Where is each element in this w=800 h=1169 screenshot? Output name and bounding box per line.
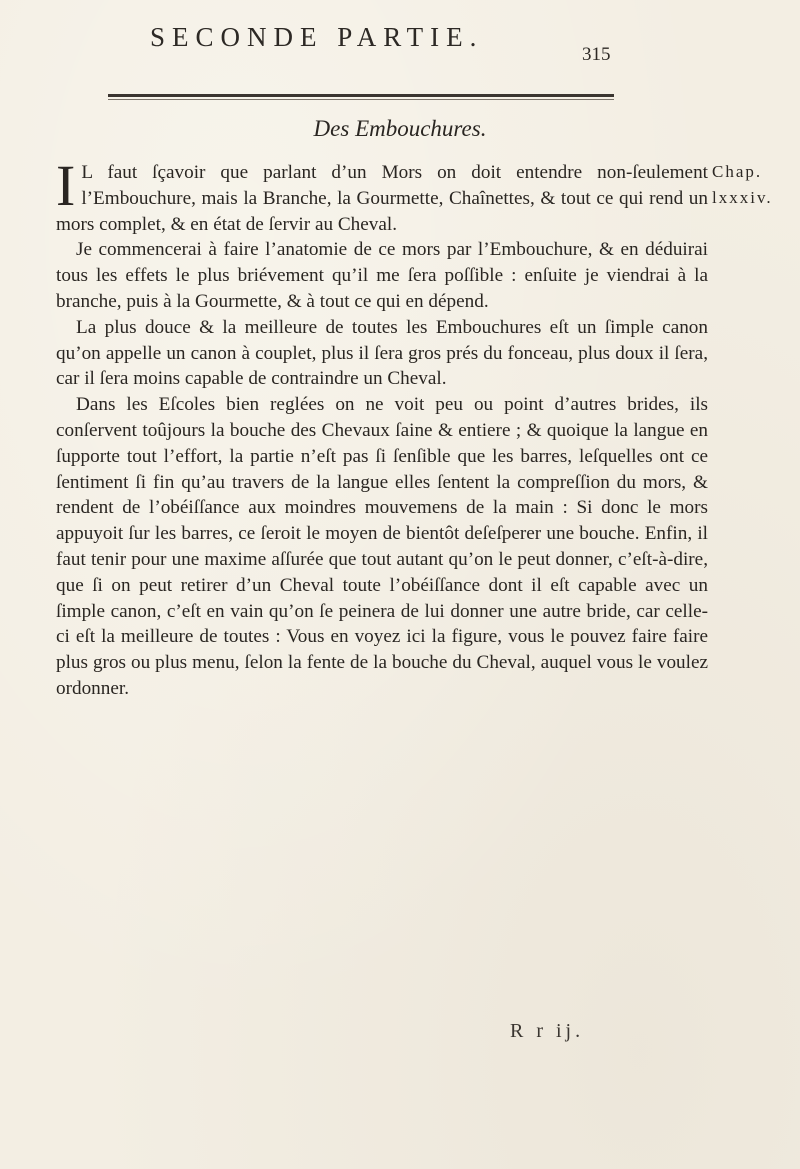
signature-mark: R r ij. bbox=[510, 1020, 585, 1042]
running-head: SECONDE PARTIE. bbox=[150, 22, 484, 52]
paragraph-1-text: L faut ſçavoir que parlant d’un Mors on doit entendre non-ſeulement l’Embouchure, mais la Branche, la Gourmette, Chaînettes, & tout ce qui rend un mors complet, & en état de ſervir au Cheval. bbox=[56, 162, 708, 235]
body-text bbox=[56, 153, 708, 702]
drop-cap: I bbox=[56, 153, 76, 218]
paragraph-2: Je commencerai à faire l’anatomie de ce mors par l’Embouchure, & en déduirai tous les effets le plus briévement qu’il me ſera poſſible : enſuite je viendrai à la branche, puis à la Gourmette, & à tout ce qui en dépend. bbox=[56, 239, 708, 312]
margin-note bbox=[712, 159, 773, 211]
page-number: 315 bbox=[582, 44, 611, 65]
margin-note-number: lxxxiv. bbox=[712, 188, 773, 207]
margin-note-chapter: Chap. bbox=[712, 162, 763, 181]
paragraph-1 bbox=[56, 153, 708, 237]
paragraph-3: La plus douce & la meilleure de toutes les Embouchures eſt un ſimple canon qu’on appelle un canon à couplet, plus il ſera gros prés du fonceau, plus doux il ſera, car il ſera moins capable de contraindre un Cheval. bbox=[56, 316, 708, 390]
header-rule-thin bbox=[108, 99, 614, 100]
paragraph-4: Dans les Eſcoles bien reglées on ne voit peu ou point d’autres brides, ils conſervent toûjours la bouche des Chevaux ſaine & entiere ; & quoique la langue en ſupporte tout l’effort, la partie n’eſt pas ſi ſenſible que les barres, leſquelles ont ce ſentiment ſi fin qu’au travers de la langue elles ſentent la compreſſion du mors, & rendent de l’obéiſſance aux moindres mouvemens de la main : Si donc le mors appuyoit ſur les barres, ce ſeroit le moyen de bientôt deſeſperer une bouche. Enfin, il faut tenir pour une maxime aſſurée que tout autant qu’on le peut donner, c’eſt-à-dire, que ſi on peut retirer d’un Cheval toute l’obéiſſance dont il eſt capable avec un ſimple canon, c’eſt en vain qu’on ſe peinera de lui donner une autre bride, car celle-ci eſt la meilleure de toutes : Vous en voyez ici la figure, vous le pouvez faire faire plus gros ou plus menu, ſelon la fente de la bouche du Cheval, auquel vous le voulez ordonner. bbox=[56, 394, 708, 699]
section-title: Des Embouchures. bbox=[313, 116, 487, 141]
header-rule bbox=[108, 94, 614, 97]
